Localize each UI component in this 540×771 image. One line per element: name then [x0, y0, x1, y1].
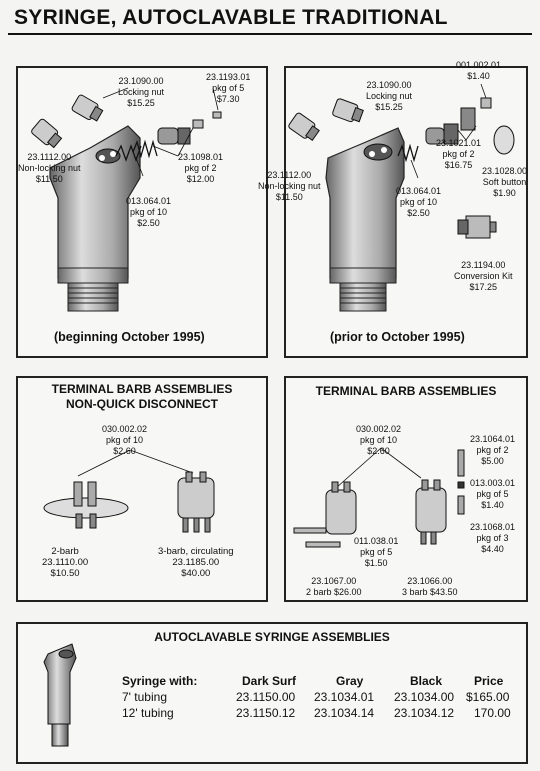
part-23-1068-label: 23.1068.01 pkg of 3 $4.40: [470, 522, 516, 554]
three-barb-assembly-label: 23.1066.00 3 barb $43.50: [402, 576, 458, 597]
part-locking-nut-label: 23.1090.00 Locking nut $15.25: [118, 76, 165, 108]
row2-tubing: 12' tubing: [122, 706, 174, 720]
panel1-caption: (beginning October 1995): [54, 330, 205, 344]
panel-syringe-new: [16, 66, 268, 358]
row1-price: $165.00: [466, 690, 510, 704]
three-barb-label: 3-barb, circulating 23.1185.00 $40.00: [158, 546, 234, 579]
col-header-black: Black: [410, 674, 443, 688]
row2-price: 170.00: [474, 706, 511, 720]
panel5-title: AUTOCLAVABLE SYRINGE ASSEMBLIES: [154, 630, 390, 644]
barb-clip-label: 030.002.02 pkg of 10 $2.60: [102, 424, 148, 456]
panel4-title: TERMINAL BARB ASSEMBLIES: [315, 384, 497, 398]
panel2-caption: (prior to October 1995): [330, 330, 465, 344]
col-header-syringe: Syringe with:: [122, 674, 198, 688]
two-barb-assembly-label: 23.1067.00 2 barb $26.00: [306, 576, 362, 597]
part-pkg5-label: 23.1193.01 pkg of 5 $7.30: [206, 72, 251, 104]
row1-gray: 23.1034.01: [314, 690, 375, 704]
barb-clip2-label: 030.002.02 pkg of 10 $2.60: [356, 424, 402, 456]
two-barb-label: 2-barb 23.1110.00 $10.50: [42, 546, 89, 579]
row2-black: 23.1034.12: [394, 706, 455, 720]
old-part-pkg2-label: 23.1021.01 pkg of 2 $16.75: [436, 138, 482, 170]
row1-dark-surf: 23.1150.00: [236, 690, 296, 704]
old-part-pkg10-label: 013.064.01 pkg of 10 $2.50: [396, 186, 442, 218]
row1-tubing: 7' tubing: [122, 690, 167, 704]
old-part-soft-button-label: 23.1028.00 Soft button $1.90: [482, 166, 528, 198]
part-011-038-label: 011.038.01 pkg of 5 $1.50: [354, 536, 399, 568]
row1-black: 23.1034.00: [394, 690, 455, 704]
old-part-conversion-kit-label: 23.1194.00 Conversion Kit $17.25: [454, 260, 513, 292]
part-non-locking-nut-label: 23.1112.00 Non-locking nut $11.50: [18, 152, 81, 184]
old-part-locking-nut-label: 23.1090.00 Locking nut $15.25: [366, 80, 413, 112]
part-pkg10-label: 013.064.01 pkg of 10 $2.50: [126, 196, 172, 228]
assembly-table: [18, 624, 526, 762]
panel-barb-non-quick: [16, 376, 268, 602]
part-013-003-label: 013.003.01 pkg of 5 $1.40: [470, 478, 516, 510]
panel3-title: TERMINAL BARB ASSEMBLIES NON-QUICK DISCONNECT: [51, 382, 233, 411]
row2-dark-surf: 23.1150.12: [236, 706, 296, 720]
old-part-001-label: 001.002.01 $1.40: [456, 60, 502, 81]
row2-gray: 23.1034.14: [314, 706, 375, 720]
old-part-non-locking-label: 23.1112.00 Non-locking nut $11.50: [258, 170, 321, 202]
panel-syringe-old: [258, 60, 528, 358]
col-header-price: Price: [474, 674, 504, 688]
col-header-gray: Gray: [336, 674, 364, 688]
panel-barb-assemblies: [284, 376, 528, 602]
part-pkg2-label: 23.1098.01 pkg of 2 $12.00: [178, 152, 224, 184]
part-23-1064-label: 23.1064.01 pkg of 2 $5.00: [470, 434, 516, 466]
panel-syringe-assemblies: [16, 622, 528, 764]
page-title: SYRINGE, AUTOCLAVABLE TRADITIONAL: [14, 6, 448, 29]
col-header-dark-surf: Dark Surf: [242, 674, 297, 688]
title-divider: [8, 33, 532, 35]
